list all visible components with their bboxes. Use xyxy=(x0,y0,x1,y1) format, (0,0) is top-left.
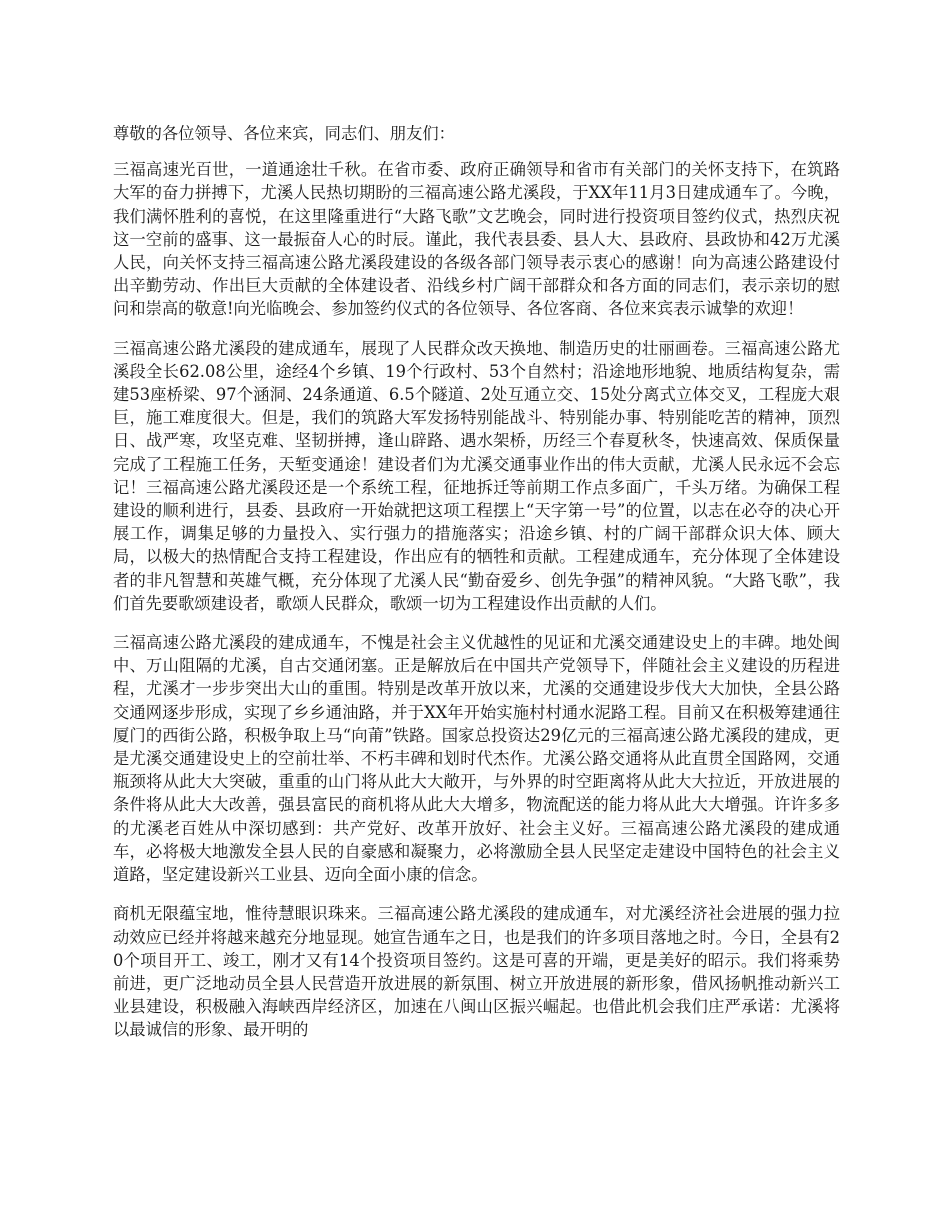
paragraph-1: 三福高速光百世，一道通途壮千秋。在省市委、政府正确领导和省市有关部门的关怀支持下，在筑路大军的奋力拼搏下，尤溪人民热切期盼的三福高速公路尤溪段，于XX年11月3日建成通车了。今晚，我们满怀胜利的喜悦，在这里隆重进行“大路飞歌”文艺晚会，同时进行投资项目签约仪式，热烈庆祝这一空前的盛事、这一最振奋人心的时辰。谨此，我代表县委、县人大、县政府、县政协和42万尤溪人民，向关怀支持三福高速公路尤溪段建设的各级各部门领导表示衷心的感谢！向为高速公路建设付出辛勤劳动、作出巨大贡献的全体建设者、沿线乡村广阔干部群众和各方面的同志们，表示亲切的慰问和崇高的敬意!向光临晚会、参加签约仪式的各位领导、各位客商、各位来宾表示诚挚的欢迎！ xyxy=(113,160,840,319)
salutation: 尊敬的各位领导、各位来宾，同志们、朋友们： xyxy=(113,124,455,143)
paragraph-2: 三福高速公路尤溪段的建成通车，展现了人民群众改天换地、制造历史的壮丽画卷。三福高速公路尤溪段全长62.08公里，途经4个乡镇、19个行政村、53个自然村；沿途地形地貌、地质结构复杂，需建53座桥梁、97个涵洞、24条通道、6.5个隧道、2处互通立交、15处分离式立体交叉，工程庞大艰巨，施工难度很大。但是，我们的筑路大军发扬特别能战斗、特别能办事、特别能吃苦的精神，顶烈日、战严寒，攻坚克难、坚韧拼搏，逢山辟路、遇水架桥，历经三个春夏秋冬，快速高效、保质保量完成了工程施工任务，天堑变通途！建设者们为尤溪交通事业作出的伟大贡献，尤溪人民永远不会忘记！三福高速公路尤溪段还是一个系统工程，征地拆迁等前期工作点多面广，千头万绪。为确保工程建设的顺利进行，县委、县政府一开始就把这项工程摆上“天字第一号”的位置，以志在必夺的决心开展工作，调集足够的力量投入、实行强力的措施落实；沿途乡镇、村的广阔干部群众识大体、顾大局，以极大的热情配合支持工程建设，作出应有的牺牲和贡献。工程建成通车，充分体现了全体建设者的非凡智慧和英雄气概，充分体现了尤溪人民“勤奋爱乡、创先争强”的精神风貌。“大路飞歌”，我们首先要歌颂建设者，歌颂人民群众，歌颂一切为工程建设作出贡献的人们。 xyxy=(113,338,840,613)
paragraph-4: 商机无限蕴宝地，惟待慧眼识珠来。三福高速公路尤溪段的建成通车，对尤溪经济社会进展的强力拉动效应已经并将越来越充分地显现。她宣告通车之日，也是我们的许多项目落地之时。今日，全县有20个项目开工、竣工，刚才又有14个投资项目签约。这是可喜的开端，更是美好的昭示。我们将乘势前进，更广泛地动员全县人民营造开放进展的新氛围、树立开放进展的新形象，借风扬帆推动新兴工业县建设，积极融入海峡西岸经济区，加速在八闽山区振兴崛起。也借此机会我们庄严承诺：尤溪将以最诚信的形象、最开明的 xyxy=(113,904,840,1040)
paragraph-3: 三福高速公路尤溪段的建成通车，不愧是社会主义优越性的见证和尤溪交通建设史上的丰碑。地处闽中、万山阻隔的尤溪，自古交通闭塞。正是解放后在中国共产党领导下，伴随社会主义建设的历程进程，尤溪才一步步突出大山的重围。特别是改革开放以来，尤溪的交通建设步伐大大加快，全县公路交通网逐步形成，实现了乡乡通油路，并于XX年开始实施村村通水泥路工程。目前又在积极筹建通往厦门的西街公路，积极争取上马“向莆”铁路。国家总投资达29亿元的三福高速公路尤溪段的建成，更是尤溪交通建设史上的空前壮举、不朽丰碑和划时代杰作。尤溪公路交通将从此直贯全国路网，交通瓶颈将从此大大突破，重重的山门将从此大大敞开，与外界的时空距离将从此大大拉近，开放进展的条件将从此大大改善，强县富民的商机将从此大大增多，物流配送的能力将从此大大增强。许许多多的尤溪老百姓从中深切感到：共产党好、改革开放好、社会主义好。三福高速公路尤溪段的建成通车，必将极大地激发全县人民的自豪感和凝聚力，必将激励全县人民坚定走建设中国特色的社会主义道路，坚定建设新兴工业县、迈向全面小康的信念。 xyxy=(113,633,840,885)
document-body xyxy=(113,122,840,1058)
